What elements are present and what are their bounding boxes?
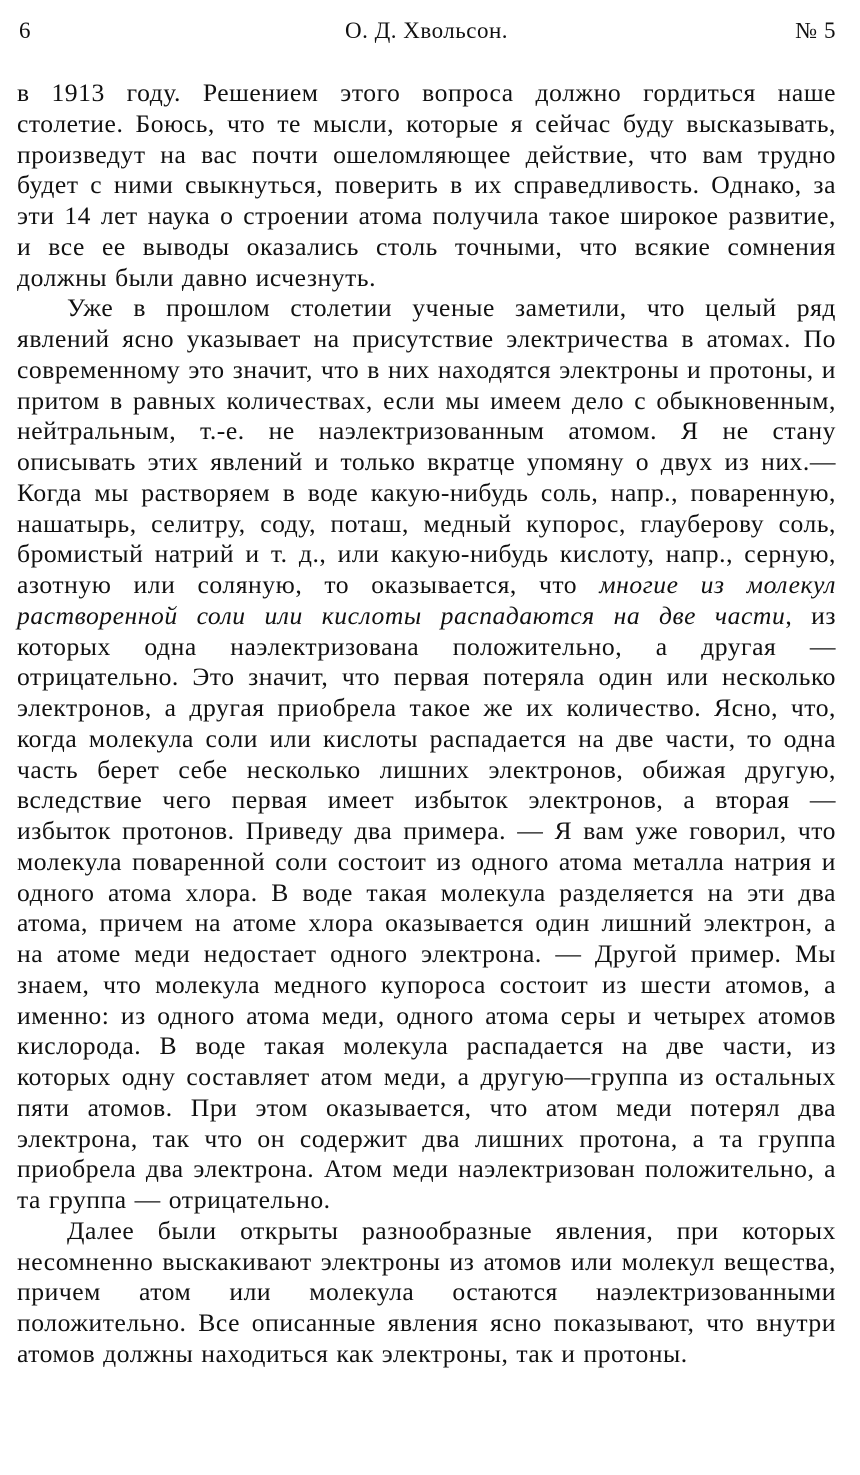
page-number: 6: [19, 18, 31, 43]
paragraph-2-emphasis: многие из молекул растворенной соли или кислоты распадаются на две части: [17, 570, 836, 630]
running-title: О. Д. Хвольсон.: [344, 18, 509, 43]
body-text: [17, 78, 836, 1370]
issue-number: № 5: [795, 18, 836, 43]
paragraph-2-text-after: , из которых одна наэлектризована положительно, а другая — отрицательно. Это значит, что первая потеряла один или несколько электронов, а другая приобрела такое же их количество. Ясно, что, когда молекула соли или кислоты распадается на две части, то одна часть берет себе несколько лишних электронов, обижая другую, вследствие чего первая имеет избыток электронов, а вторая — избыток протонов. Приведу два примера. — Я вам уже говорил, что молекула поваренной соли состоит из одного атома металла натрия и одного атома хлора. В воде такая молекула разделяется на эти два атома, причем на атоме хлора оказывается один лишний электрон, а на атоме меди недостает одного электрона. — Другой пример. Мы знаем, что молекула медного купороса состоит из шести атомов, а именно: из одного атома меди, одного атома серы и четырех атомов кислорода. В воде такая молекула распадается на две части, из которых одну составляет атом меди, а другую—группа из остальных пяти атомов. При этом оказывается, что атом меди потерял два электрона, так что он содержит два лишних протона, а та группа приобрела два электрона. Атом меди наэлектризован положительно, а та группа — отрицательно.: [17, 600, 837, 1214]
paragraph-3: Далее были открыты разнообразные явления, при которых несомненно выскакивают электроны из атомов или молекул вещества, причем атом или молекула остаются наэлектризованными положительно. Все описанные явления ясно показывают, что внутри атомов должны находиться как электроны, так и протоны.: [17, 1215, 836, 1368]
paragraph-2-text-before: Уже в прошлом столетии ученые заметили, что целый ряд явлений ясно указывает на присутствие электричества в атомах. По современному это значит, что в них находятся электроны и протоны, и притом в равных количествах, если мы имеем дело с обыкновенным, нейтральным, т.-е. не наэлектризованным атомом. Я не стану описывать этих явлений и только вкратце упомяну о двух из них.—Когда мы растворяем в воде какую-нибудь соль, напр., поваренную, нашатырь, селитру, соду, поташ, медный купорос, глауберову соль, бромистый натрий и т. д., или какую-нибудь кислоту, напр., серную, азотную или соляную, то оказывается, что: [17, 293, 836, 599]
paragraph-1: в 1913 году. Решением этого вопроса должно гордиться наше столетие. Боюсь, что те мысли, которые я сейчас буду высказывать, произведут на вас почти ошеломляющее действие, что вам трудно будет с ними свыкнуться, поверить в их справедливость. Однако, за эти 14 лет наука о строении атома получила такое широкое развитие, и все ее выводы оказались столь точными, что всякие сомнения должны были давно исчезнуть.: [17, 78, 836, 292]
page-header: [17, 14, 836, 48]
paragraph-2: [17, 293, 836, 1216]
